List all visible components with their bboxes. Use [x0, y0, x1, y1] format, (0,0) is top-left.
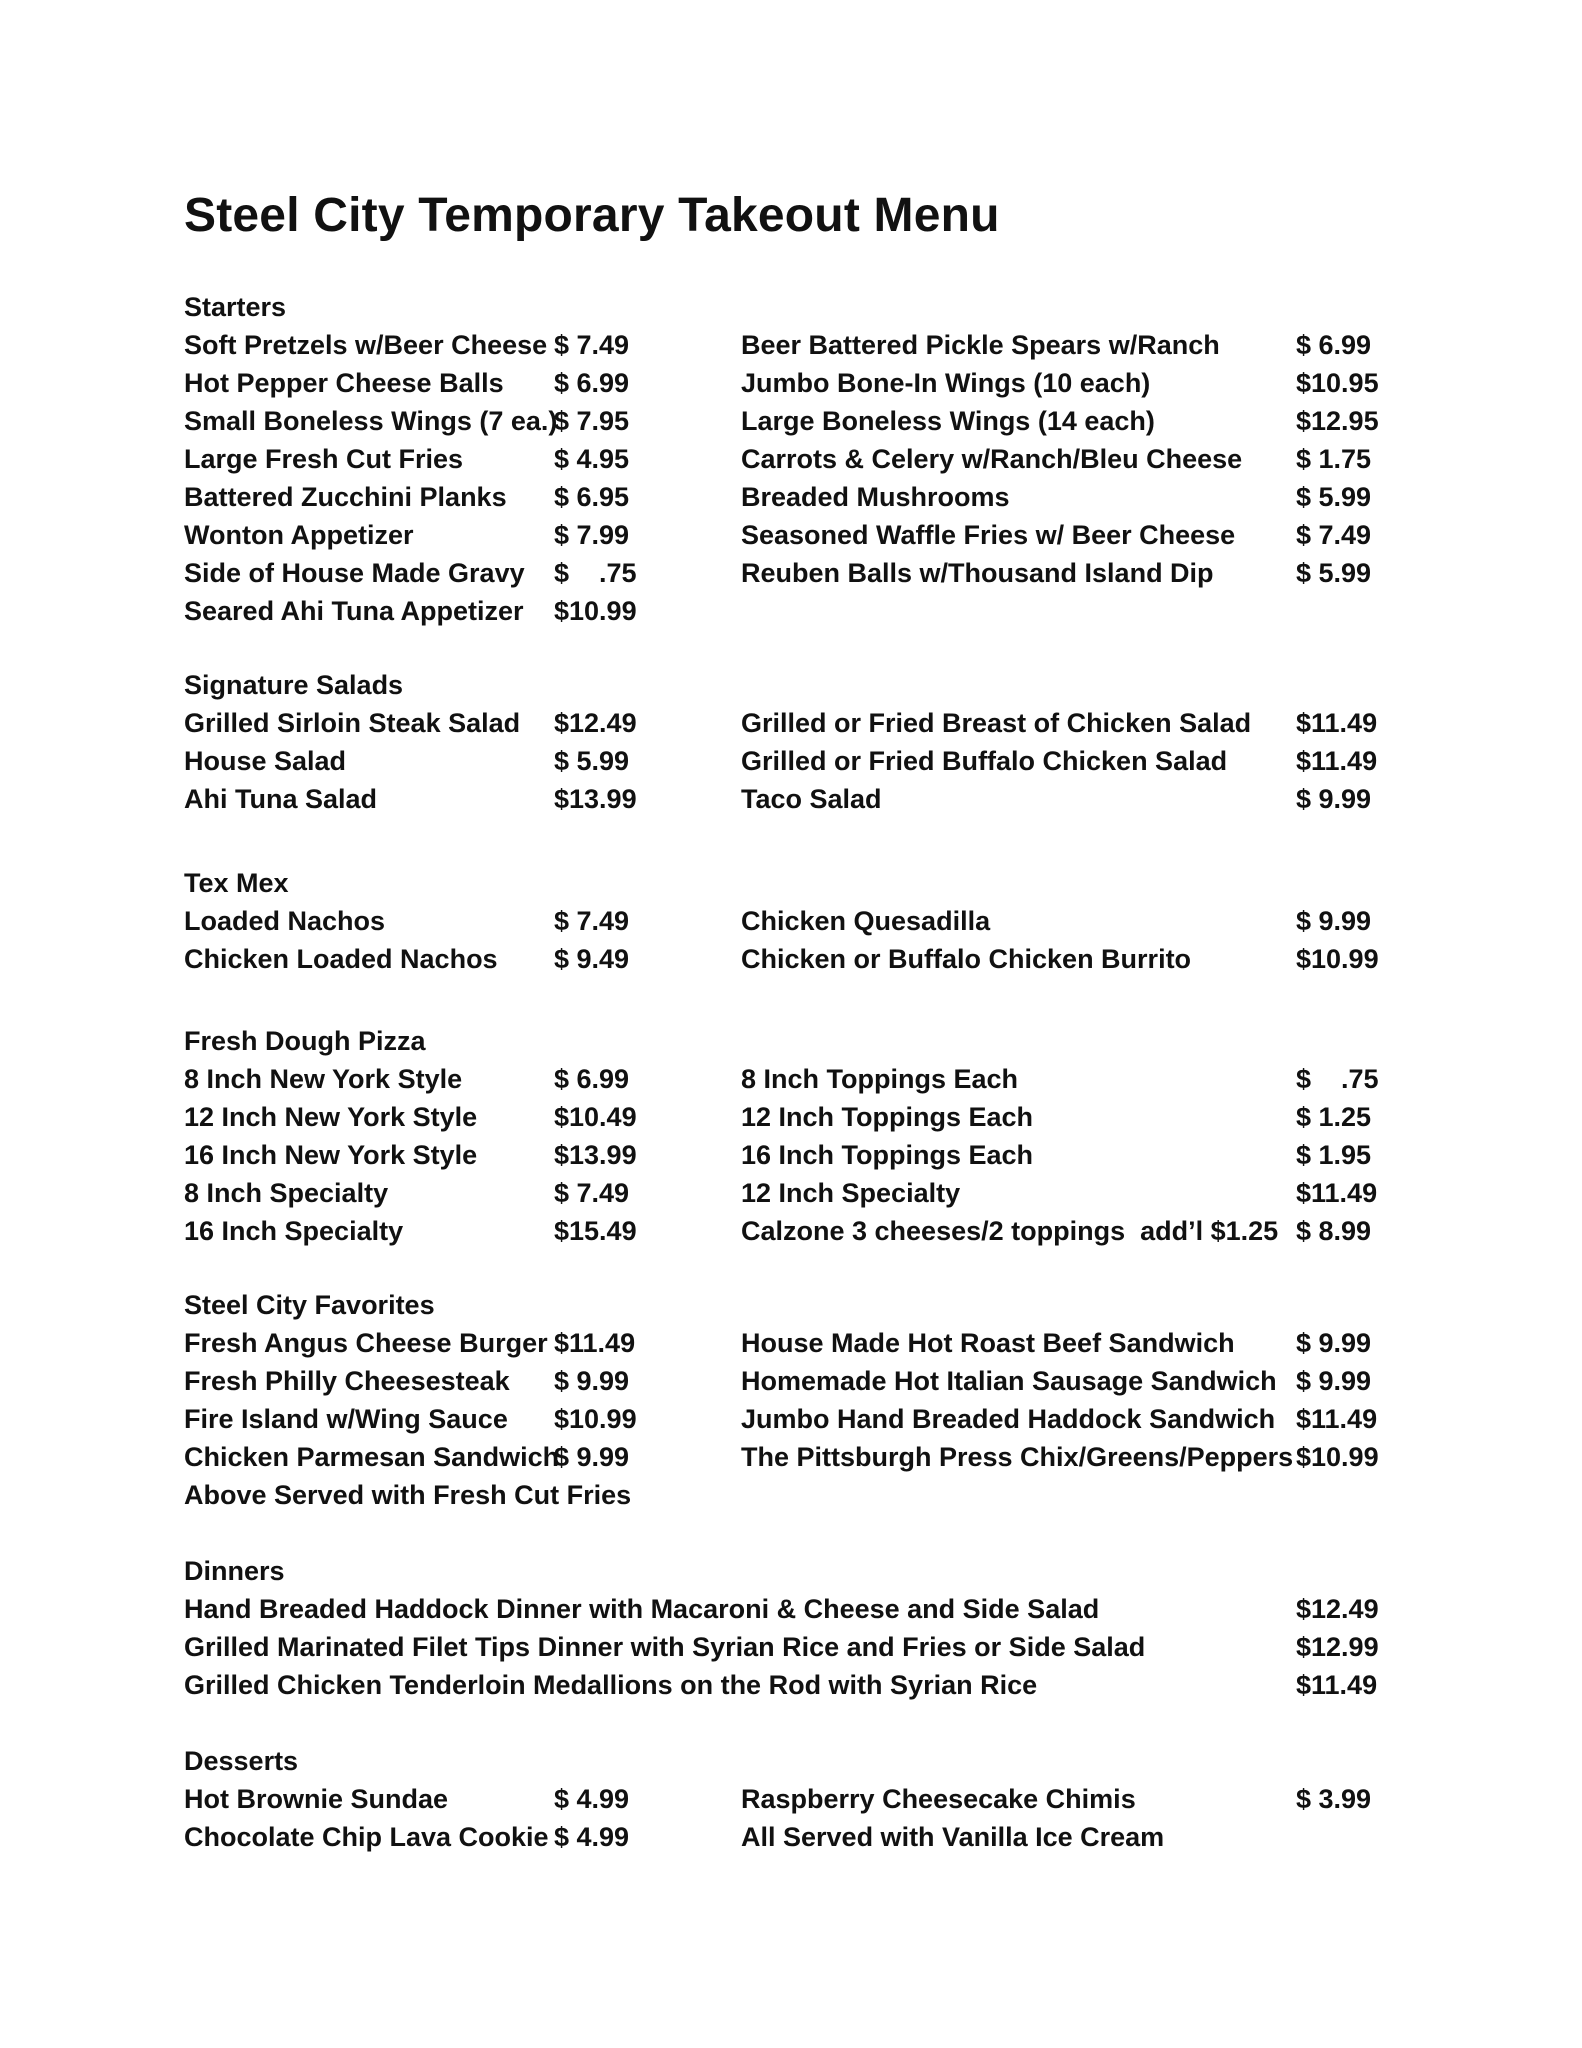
- item-name: House Salad: [184, 746, 347, 776]
- item-name: Hot Brownie Sundae: [184, 1784, 449, 1814]
- item-price: $12.49: [554, 708, 637, 738]
- item-name: Large Boneless Wings (14 each): [741, 406, 1155, 436]
- menu-row: [0, 1136, 1582, 1174]
- item-price: $ 6.95: [554, 482, 630, 512]
- item-price: $ 1.75: [1296, 444, 1372, 474]
- item-name: 16 Inch Specialty: [184, 1216, 404, 1246]
- item-price: $10.95: [1296, 368, 1379, 398]
- item-price: $11.49: [1296, 708, 1378, 738]
- item-name: Fresh Philly Cheesesteak: [184, 1366, 510, 1396]
- item-name: Breaded Mushrooms: [741, 482, 1010, 512]
- item-price: $11.49: [1296, 1178, 1378, 1208]
- menu-row: [0, 1324, 1582, 1362]
- item-price: $ 7.49: [554, 906, 630, 936]
- menu-row: [0, 1628, 1582, 1666]
- section-heading: Steel City Favorites: [184, 1290, 435, 1320]
- item-price: $10.99: [1296, 944, 1379, 974]
- menu-row: [0, 704, 1582, 742]
- menu-title: Steel City Temporary Takeout Menu: [184, 189, 1000, 242]
- item-price: $ 4.99: [554, 1784, 630, 1814]
- menu-row: [0, 1098, 1582, 1136]
- menu-row: [0, 940, 1582, 978]
- item-name: House Made Hot Roast Beef Sandwich: [741, 1328, 1235, 1358]
- item-price: $12.49: [1296, 1594, 1379, 1624]
- menu-row: [0, 1666, 1582, 1704]
- item-price: $ 5.99: [1296, 558, 1372, 588]
- section-heading: Tex Mex: [184, 868, 289, 898]
- menu-row: [0, 554, 1582, 592]
- item-price: $ 7.49: [1296, 520, 1372, 550]
- item-name: 16 Inch Toppings Each: [741, 1140, 1034, 1170]
- menu-row: [0, 1174, 1582, 1212]
- item-price: $ 8.99: [1296, 1216, 1372, 1246]
- item-name: Chicken Parmesan Sandwich: [184, 1442, 560, 1472]
- item-price: $ 9.99: [554, 1366, 630, 1396]
- menu-row: [0, 440, 1582, 478]
- menu-row: [0, 1400, 1582, 1438]
- item-name: Fresh Angus Cheese Burger: [184, 1328, 548, 1358]
- item-name: Wonton Appetizer: [184, 520, 414, 550]
- item-name: Battered Zucchini Planks: [184, 482, 507, 512]
- item-name: Seasoned Waffle Fries w/ Beer Cheese: [741, 520, 1236, 550]
- menu-row: [0, 364, 1582, 402]
- item-name: Side of House Made Gravy: [184, 558, 525, 588]
- item-price: $10.99: [554, 596, 637, 626]
- menu-row: [0, 780, 1582, 818]
- item-name: 12 Inch New York Style: [184, 1102, 478, 1132]
- menu-row: [0, 902, 1582, 940]
- section-heading: Starters: [184, 292, 287, 322]
- item-name: Jumbo Hand Breaded Haddock Sandwich: [741, 1404, 1276, 1434]
- item-price: $12.99: [1296, 1632, 1379, 1662]
- item-name: Seared Ahi Tuna Appetizer: [184, 596, 524, 626]
- item-price: $ 9.99: [1296, 1366, 1372, 1396]
- item-name: Chicken Quesadilla: [741, 906, 991, 936]
- item-name: Chocolate Chip Lava Cookie: [184, 1822, 549, 1852]
- item-price: $11.49: [1296, 746, 1378, 776]
- item-name: Large Fresh Cut Fries: [184, 444, 464, 474]
- menu-row: [0, 742, 1582, 780]
- item-name: Beer Battered Pickle Spears w/Ranch: [741, 330, 1220, 360]
- item-name: 12 Inch Toppings Each: [741, 1102, 1034, 1132]
- item-name: Reuben Balls w/Thousand Island Dip: [741, 558, 1214, 588]
- item-name: Fire Island w/Wing Sauce: [184, 1404, 508, 1434]
- item-name: Grilled or Fried Breast of Chicken Salad: [741, 708, 1252, 738]
- section-heading: Dinners: [184, 1556, 285, 1586]
- item-name: Soft Pretzels w/Beer Cheese: [184, 330, 548, 360]
- item-name: The Pittsburgh Press Chix/Greens/Peppers: [741, 1442, 1294, 1472]
- menu-row: [0, 592, 1582, 630]
- item-price: $10.49: [554, 1102, 637, 1132]
- item-price: $ .75: [554, 558, 637, 588]
- item-price: $ 6.99: [554, 368, 630, 398]
- section-heading: Desserts: [184, 1746, 299, 1776]
- item-price: $ 4.99: [554, 1822, 630, 1852]
- item-name: 16 Inch New York Style: [184, 1140, 478, 1170]
- item-name: Jumbo Bone-In Wings (10 each): [741, 368, 1151, 398]
- item-price: $ 7.49: [554, 1178, 630, 1208]
- item-name: Homemade Hot Italian Sausage Sandwich: [741, 1366, 1277, 1396]
- menu-row: [0, 1212, 1582, 1250]
- item-price: $ 7.99: [554, 520, 630, 550]
- item-price: $ 1.95: [1296, 1140, 1372, 1170]
- item-price: $15.49: [554, 1216, 637, 1246]
- item-price: $ 7.49: [554, 330, 630, 360]
- section-note: Above Served with Fresh Cut Fries: [184, 1480, 632, 1510]
- item-price: $ 1.25: [1296, 1102, 1372, 1132]
- item-name: 8 Inch New York Style: [184, 1064, 463, 1094]
- item-name: Taco Salad: [741, 784, 882, 814]
- item-name: 8 Inch Specialty: [184, 1178, 389, 1208]
- item-price: $ 6.99: [1296, 330, 1372, 360]
- section-heading: Signature Salads: [184, 670, 404, 700]
- item-name: Chicken or Buffalo Chicken Burrito: [741, 944, 1192, 974]
- item-price: $13.99: [554, 1140, 637, 1170]
- item-name: Raspberry Cheesecake Chimis: [741, 1784, 1136, 1814]
- item-price: $13.99: [554, 784, 637, 814]
- item-price: $10.99: [1296, 1442, 1379, 1472]
- item-price: $ .75: [1296, 1064, 1379, 1094]
- item-price: $ 6.99: [554, 1064, 630, 1094]
- menu-row: [0, 516, 1582, 554]
- item-price: $ 9.99: [1296, 784, 1372, 814]
- menu-row: [0, 1362, 1582, 1400]
- item-price: $11.49: [1296, 1404, 1378, 1434]
- item-price: $12.95: [1296, 406, 1379, 436]
- menu-row: [0, 1060, 1582, 1098]
- item-price: $ 9.99: [554, 1442, 630, 1472]
- item-name: Chicken Loaded Nachos: [184, 944, 498, 974]
- menu-row: [0, 1818, 1582, 1856]
- item-price: $ 5.99: [1296, 482, 1372, 512]
- item-name: Carrots & Celery w/Ranch/Bleu Cheese: [741, 444, 1243, 474]
- section-heading: Fresh Dough Pizza: [184, 1026, 426, 1056]
- item-price: $ 9.99: [1296, 906, 1372, 936]
- item-name: Grilled Marinated Filet Tips Dinner with Syrian Rice and Fries or Side Salad: [184, 1632, 1146, 1662]
- item-name: Hand Breaded Haddock Dinner with Macaroni & Cheese and Side Salad: [184, 1594, 1100, 1624]
- section-note: All Served with Vanilla Ice Cream: [741, 1822, 1165, 1852]
- item-price: $ 7.95: [554, 406, 630, 436]
- menu-row: [0, 326, 1582, 364]
- item-name: Loaded Nachos: [184, 906, 386, 936]
- item-name: 8 Inch Toppings Each: [741, 1064, 1019, 1094]
- menu-row: [0, 1476, 1582, 1514]
- item-price: $ 5.99: [554, 746, 630, 776]
- item-name: Grilled Chicken Tenderloin Medallions on the Rod with Syrian Rice: [184, 1670, 1038, 1700]
- item-name: Calzone 3 cheeses/2 toppings add’l $1.25: [741, 1216, 1279, 1246]
- item-name: Hot Pepper Cheese Balls: [184, 368, 504, 398]
- item-name: Grilled or Fried Buffalo Chicken Salad: [741, 746, 1228, 776]
- menu-row: [0, 1780, 1582, 1818]
- item-name: 12 Inch Specialty: [741, 1178, 961, 1208]
- item-price: $11.49: [1296, 1670, 1378, 1700]
- item-name: Grilled Sirloin Steak Salad: [184, 708, 521, 738]
- menu-row: [0, 1590, 1582, 1628]
- item-name: Ahi Tuna Salad: [184, 784, 378, 814]
- item-price: $ 9.49: [554, 944, 630, 974]
- item-price: $11.49: [554, 1328, 636, 1358]
- menu-row: [0, 478, 1582, 516]
- menu-row: [0, 402, 1582, 440]
- item-price: $ 4.95: [554, 444, 630, 474]
- menu-row: [0, 1438, 1582, 1476]
- item-price: $10.99: [554, 1404, 637, 1434]
- item-price: $ 9.99: [1296, 1328, 1372, 1358]
- item-name: Small Boneless Wings (7 ea.): [184, 406, 558, 436]
- item-price: $ 3.99: [1296, 1784, 1372, 1814]
